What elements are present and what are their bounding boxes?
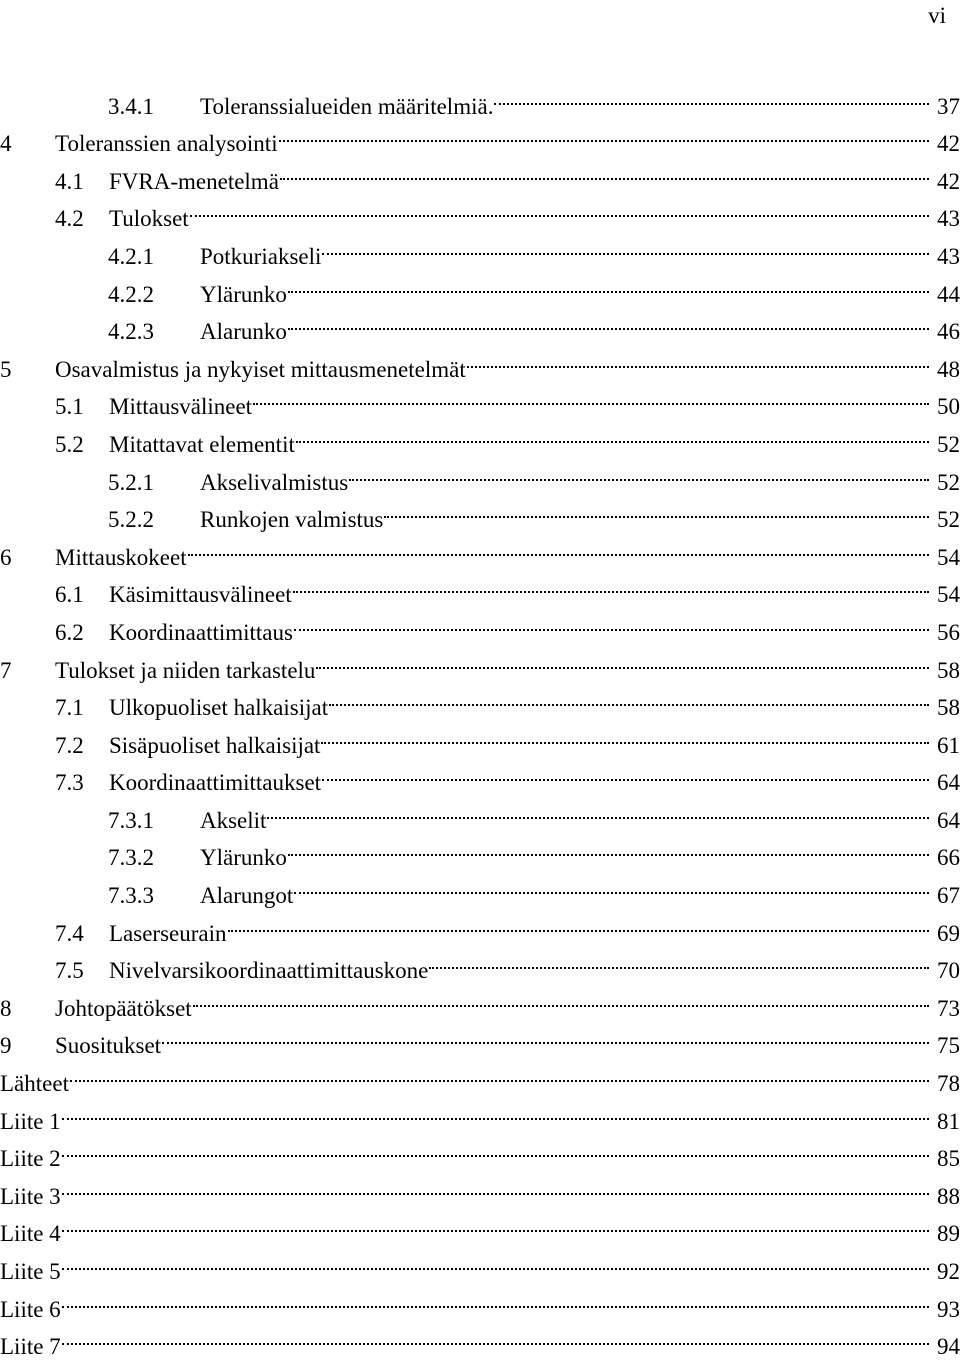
toc-entry-title: Koordinaattimittaus [109, 619, 293, 645]
toc-dot-leader [322, 226, 929, 264]
toc-entry-page: 92 [937, 1259, 960, 1284]
toc-entry-page: 37 [937, 93, 960, 119]
toc-entry-title: Johtopäätökset [55, 995, 192, 1021]
toc-entry-page: 52 [937, 507, 960, 533]
toc-entry-page: 44 [937, 281, 960, 307]
toc-dot-leader [467, 339, 929, 377]
toc-entry-page: 58 [937, 657, 960, 683]
toc-entry-page: 52 [937, 431, 960, 457]
toc-entry[interactable] [0, 1091, 960, 1134]
toc-entry-title: Alarunko [200, 319, 287, 345]
toc-entry[interactable] [0, 1129, 960, 1172]
toc-dot-leader [322, 753, 929, 791]
toc-entry-number: 8 [0, 995, 12, 1021]
toc-entry-number: 7.3.3 [108, 883, 154, 909]
toc-entry-page: 69 [937, 920, 960, 946]
toc-entry-number: 5.2 [55, 431, 84, 457]
toc-dot-leader [296, 414, 929, 452]
toc-dot-leader [494, 76, 929, 114]
toc-dot-leader [62, 1091, 929, 1129]
toc-entry[interactable] [0, 1241, 960, 1284]
toc-entry-page: 70 [937, 958, 960, 984]
toc-entry-title: Sisäpuoliset halkaisijat [109, 732, 321, 758]
toc-dot-leader [62, 1241, 929, 1279]
toc-entry-title: Ylärunko [200, 845, 287, 871]
toc-entry-title: Käsimittausvälineet [109, 582, 292, 608]
toc-entry-title: Tulokset ja niiden tarkastelu [55, 657, 316, 683]
toc-entry-number: 5 [0, 356, 12, 382]
toc-entry-page: 58 [937, 695, 960, 721]
toc-entry-page: 56 [937, 619, 960, 645]
toc-entry-number: 7.4 [55, 920, 84, 946]
toc-entry-page: 89 [937, 1221, 960, 1247]
toc-entry[interactable] [0, 76, 960, 119]
toc-entry-title: Nivelvarsikoordinaattimittauskone [109, 958, 429, 984]
toc-entry-title: Toleranssialueiden määritelmiä. [200, 93, 494, 119]
toc-entry-title: Liite 6 [0, 1296, 61, 1322]
toc-entry-title: FVRA-menetelmä [109, 168, 279, 194]
toc-dot-leader [267, 790, 929, 828]
page-number: vi [928, 3, 946, 28]
toc-entry-title: Osavalmistus ja nykyiset mittausmenetelmät [55, 356, 466, 382]
toc-dot-leader [70, 1053, 929, 1091]
table-of-contents [0, 76, 960, 1360]
toc-entry-page: 42 [937, 168, 960, 194]
toc-entry-page: 64 [937, 770, 960, 796]
toc-entry-number: 6.1 [55, 582, 84, 608]
toc-dot-leader [288, 264, 929, 302]
toc-dot-leader [188, 527, 929, 565]
toc-dot-leader [228, 903, 930, 941]
toc-entry-page: 42 [937, 131, 960, 157]
toc-entry-number: 7.1 [55, 695, 84, 721]
toc-dot-leader [162, 1016, 929, 1054]
toc-entry-title: Ulkopuoliset halkaisijat [109, 695, 329, 721]
toc-dot-leader [288, 302, 929, 340]
toc-entry-title: Ylärunko [200, 281, 287, 307]
toc-entry-page: 73 [937, 995, 960, 1021]
toc-entry[interactable] [0, 1166, 960, 1209]
toc-entry-page: 75 [937, 1033, 960, 1059]
toc-entry-number: 7.3 [55, 770, 84, 796]
toc-entry-title: Koordinaattimittaukset [109, 770, 322, 796]
toc-entry-title: Toleranssien analysointi [55, 131, 278, 157]
toc-entry-title: Liite 2 [0, 1146, 61, 1172]
toc-entry-number: 4.2.2 [108, 281, 154, 307]
toc-entry-number: 3.4.1 [108, 93, 154, 119]
toc-dot-leader [62, 1204, 929, 1242]
toc-entry-number: 5.2.2 [108, 507, 154, 533]
toc-entry-page: 50 [937, 394, 960, 420]
toc-entry-number: 5.1 [55, 394, 84, 420]
toc-dot-leader [316, 640, 929, 678]
toc-dot-leader [193, 978, 929, 1016]
toc-entry-title: Liite 7 [0, 1334, 61, 1360]
toc-dot-leader [62, 1317, 929, 1355]
toc-entry-number: 7 [0, 657, 12, 683]
toc-entry-page: 78 [937, 1071, 960, 1097]
toc-dot-leader [429, 941, 929, 979]
toc-dot-leader [279, 114, 929, 152]
toc-entry[interactable] [0, 1204, 960, 1247]
toc-entry-number: 4.1 [55, 168, 84, 194]
toc-entry-title: Liite 4 [0, 1221, 61, 1247]
toc-dot-leader [294, 865, 929, 903]
toc-entry-page: 43 [937, 206, 960, 232]
toc-entry-title: Tulokset [109, 206, 189, 232]
toc-entry-title: Laserseurain [109, 920, 227, 946]
toc-entry-title: Mitattavat elementit [109, 431, 295, 457]
toc-entry-page: 48 [937, 356, 960, 382]
toc-entry-number: 5.2.1 [108, 469, 154, 495]
toc-entry-number: 7.3.1 [108, 807, 154, 833]
toc-entry-number: 7.5 [55, 958, 84, 984]
toc-entry-page: 85 [937, 1146, 960, 1172]
toc-entry-page: 46 [937, 319, 960, 345]
toc-entry-title: Liite 5 [0, 1259, 61, 1284]
toc-entry-title: Alarungot [200, 883, 294, 909]
toc-entry-number: 4.2.1 [108, 243, 154, 269]
toc-entry[interactable] [0, 1279, 960, 1322]
toc-dot-leader [62, 1166, 929, 1204]
toc-dot-leader [349, 452, 929, 490]
toc-dot-leader [62, 1129, 929, 1167]
toc-dot-leader [288, 828, 929, 866]
toc-dot-leader [384, 490, 929, 528]
toc-entry-title: Mittauskokeet [55, 544, 187, 570]
toc-entry-page: 88 [937, 1183, 960, 1209]
toc-entry-title: Suositukset [55, 1033, 162, 1059]
toc-entry-title: Liite 3 [0, 1183, 61, 1209]
toc-entry-number: 7.3.2 [108, 845, 154, 871]
toc-entry[interactable] [0, 1053, 960, 1097]
toc-entry-title: Lähteet [0, 1071, 69, 1097]
toc-dot-leader [329, 678, 929, 716]
toc-entry-page: 81 [937, 1108, 960, 1134]
toc-dot-leader [190, 189, 929, 227]
toc-entry-number: 9 [0, 1033, 12, 1059]
toc-entry-page: 66 [937, 845, 960, 871]
toc-entry-number: 6 [0, 544, 12, 570]
toc-dot-leader [294, 602, 929, 640]
toc-entry[interactable] [0, 1317, 960, 1360]
toc-entry-title: Akselit [200, 807, 267, 833]
toc-entry-page: 67 [937, 883, 960, 909]
toc-dot-leader [62, 1279, 929, 1317]
toc-dot-leader [293, 565, 929, 603]
toc-entry-page: 61 [937, 732, 960, 758]
toc-entry-page: 94 [937, 1334, 960, 1360]
toc-entry-page: 52 [937, 469, 960, 495]
toc-entry-title: Akselivalmistus [200, 469, 349, 495]
toc-entry-page: 54 [937, 544, 960, 570]
toc-dot-leader [253, 377, 929, 415]
toc-entry-number: 4.2.3 [108, 319, 154, 345]
toc-dot-leader [321, 715, 929, 753]
toc-entry-page: 43 [937, 243, 960, 269]
toc-entry-number: 7.2 [55, 732, 84, 758]
toc-entry-page: 64 [937, 807, 960, 833]
toc-entry-title: Potkuriakseli [200, 243, 322, 269]
toc-entry-title: Liite 1 [0, 1108, 61, 1134]
toc-entry-title: Mittausvälineet [109, 394, 253, 420]
toc-entry-page: 93 [937, 1296, 960, 1322]
toc-entry-title: Runkojen valmistus [200, 507, 384, 533]
toc-entry-number: 6.2 [55, 619, 84, 645]
toc-entry-page: 54 [937, 582, 960, 608]
toc-entry-number: 4.2 [55, 206, 84, 232]
toc-dot-leader [280, 151, 929, 189]
toc-entry-number: 4 [0, 131, 12, 157]
